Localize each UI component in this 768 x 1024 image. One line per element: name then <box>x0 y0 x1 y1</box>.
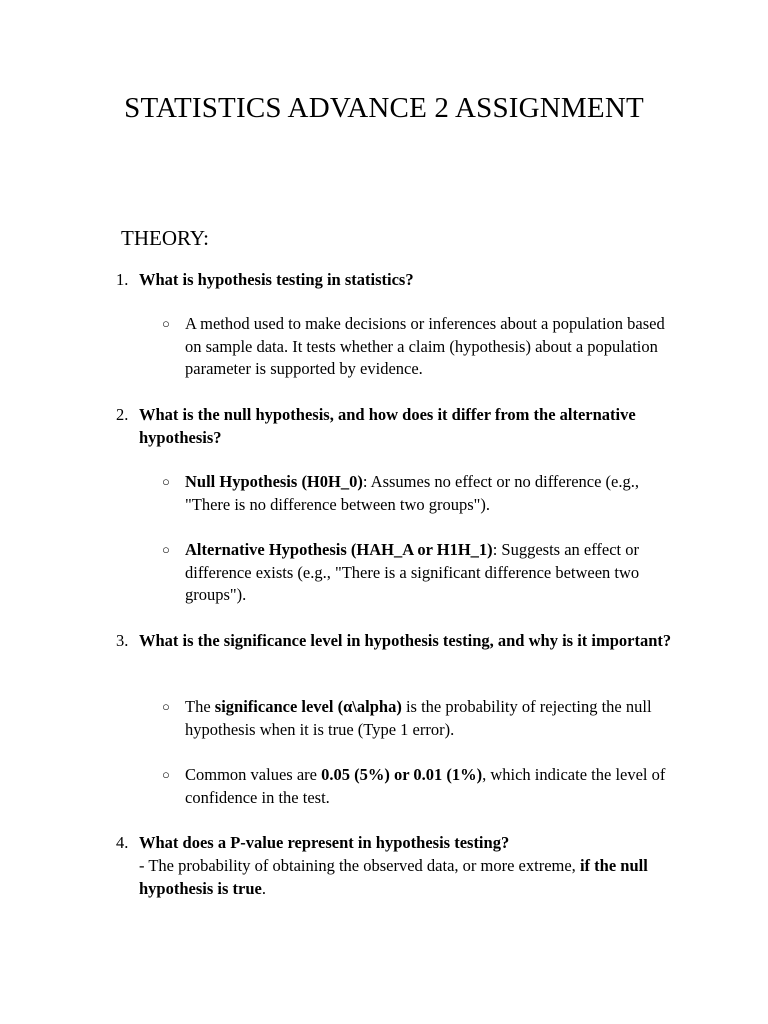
bullet-rest: is the probability of rejecting the null hypothesis when it is true (Type 1 error). <box>185 697 652 739</box>
bullet-text <box>185 539 672 607</box>
bullet-pre: The <box>185 697 215 716</box>
question-2 <box>116 403 676 449</box>
question-number: 2. <box>116 405 129 424</box>
bullet-pre: Common values are <box>185 765 322 784</box>
document-title: STATISTICS ADVANCE 2 ASSIGNMENT <box>124 92 644 124</box>
bullet-icon: ○ <box>162 316 170 331</box>
question-number: 4. <box>116 833 129 852</box>
bullet-bold: Null Hypothesis (H0H_0) <box>185 472 363 491</box>
bullet-icon: ○ <box>162 542 170 557</box>
question-4 <box>116 831 676 854</box>
answer-bullet <box>162 696 672 741</box>
answer-rest: . <box>261 879 266 898</box>
question-number: 1. <box>116 270 129 289</box>
question-1 <box>116 268 676 291</box>
answer-text <box>139 854 679 900</box>
bullet-bold: 0.05 (5%) or 0.01 (1%) <box>321 765 483 784</box>
answer-bullet <box>162 313 672 381</box>
bullet-icon: ○ <box>162 767 170 782</box>
bullet-icon: ○ <box>162 474 170 489</box>
bullet-icon: ○ <box>162 699 170 714</box>
answer-pre: - The probability of obtaining the observed data, or more extreme, <box>139 856 580 875</box>
question-number: 3. <box>116 631 129 650</box>
answer-bold: if the null hypothesis is true <box>139 856 648 898</box>
bullet-rest: , which indicate the level of confidence in the test. <box>185 765 666 807</box>
answer-bullet <box>162 539 672 607</box>
question-text: What is the null hypothesis, and how does it differ from the alternative hypothesis? <box>139 405 636 447</box>
bullet-bold: significance level (α\alpha) <box>214 697 402 716</box>
bullet-text: A method used to make decisions or inferences about a population based on sample data. It tests whether a claim (hypothesis) about a population parameter is supported by evidence. <box>185 314 665 378</box>
bullet-text <box>185 764 672 809</box>
question-3 <box>116 629 676 652</box>
question-text: What is hypothesis testing in statistics? <box>139 270 414 289</box>
section-heading: THEORY: <box>121 226 209 250</box>
answer-bullet <box>162 471 672 516</box>
bullet-rest: : Suggests an effect or difference exists (e.g., "There is a significant difference between two groups"). <box>185 540 640 604</box>
question-text: What does a P-value represent in hypothesis testing? <box>139 833 510 852</box>
bullet-text <box>185 471 672 516</box>
bullet-rest: : Assumes no effect or no difference (e.g., "There is no difference between two groups"). <box>185 472 639 514</box>
question-text: What is the significance level in hypothesis testing, and why is it important? <box>139 631 672 650</box>
bullet-text <box>185 696 672 741</box>
answer-bullet <box>162 764 672 809</box>
bullet-bold: Alternative Hypothesis (HAH_A or H1H_1) <box>185 540 493 559</box>
